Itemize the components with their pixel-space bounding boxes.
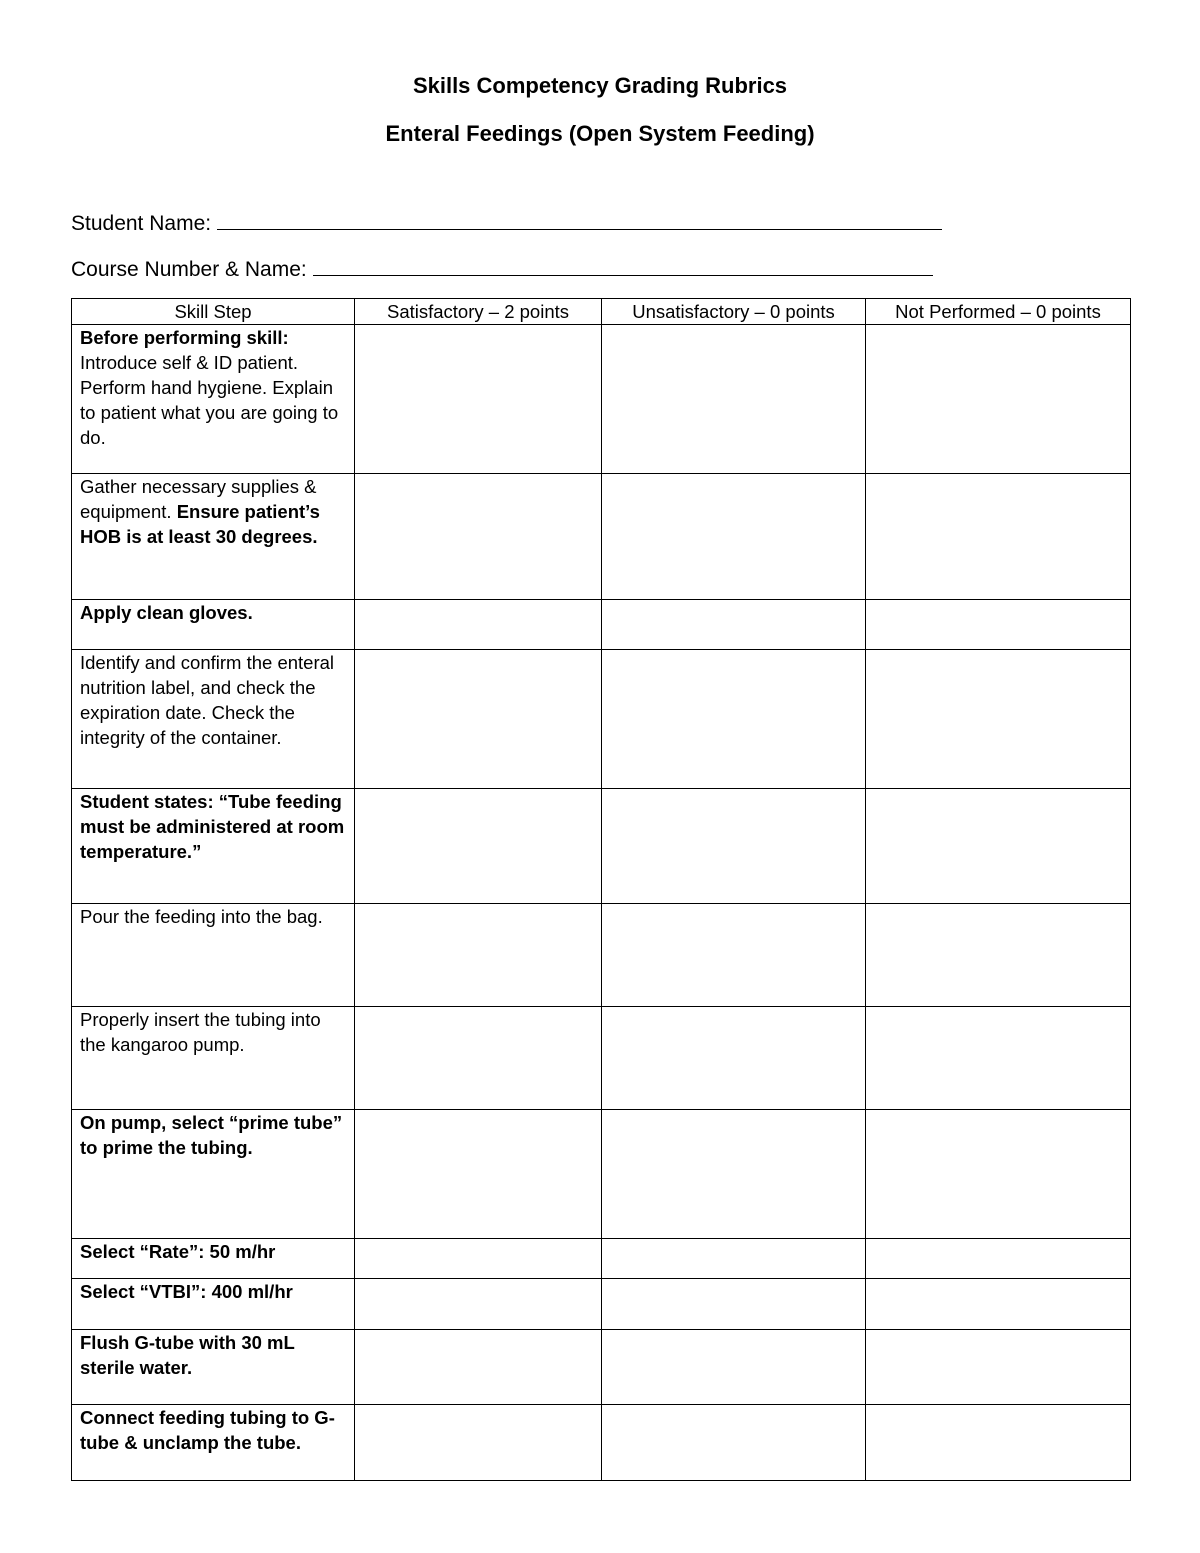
satisfactory-cell[interactable] bbox=[355, 650, 602, 789]
skill-step-bold: Ensure patient’s HOB is at least 30 degrees. bbox=[80, 501, 320, 547]
skill-step-bold: Before performing skill: bbox=[80, 327, 289, 348]
satisfactory-cell[interactable] bbox=[355, 600, 602, 650]
satisfactory-cell[interactable] bbox=[355, 1110, 602, 1239]
page-title: Skills Competency Grading Rubrics bbox=[412, 73, 788, 98]
not-performed-cell[interactable] bbox=[866, 789, 1131, 904]
not-performed-cell[interactable] bbox=[866, 650, 1131, 789]
skill-step-bold: Select “VTBI”: 400 ml/hr bbox=[80, 1281, 293, 1302]
table-header-row bbox=[72, 299, 1131, 325]
satisfactory-cell[interactable] bbox=[355, 1405, 602, 1481]
table-row bbox=[72, 1330, 1131, 1405]
skill-step-cell bbox=[72, 1239, 355, 1279]
satisfactory-cell[interactable] bbox=[355, 1007, 602, 1110]
student-name-field bbox=[71, 209, 942, 236]
student-name-label: Student Name: bbox=[71, 212, 212, 235]
table-row bbox=[72, 650, 1131, 789]
skill-step-text: Properly insert the tubing into the kangaroo pump. bbox=[80, 1009, 321, 1055]
table-row bbox=[72, 1110, 1131, 1239]
unsatisfactory-cell[interactable] bbox=[602, 1330, 866, 1405]
satisfactory-cell[interactable] bbox=[355, 904, 602, 1007]
skill-step-cell bbox=[72, 789, 355, 904]
table-row bbox=[72, 1007, 1131, 1110]
unsatisfactory-cell[interactable] bbox=[602, 789, 866, 904]
unsatisfactory-cell[interactable] bbox=[602, 600, 866, 650]
table-row bbox=[72, 1279, 1131, 1330]
skill-step-cell bbox=[72, 1405, 355, 1481]
skill-step-cell bbox=[72, 1007, 355, 1110]
skill-step-bold: Apply clean gloves. bbox=[80, 602, 253, 623]
satisfactory-cell[interactable] bbox=[355, 1330, 602, 1405]
table-row bbox=[72, 789, 1131, 904]
table-row bbox=[72, 600, 1131, 650]
not-performed-cell[interactable] bbox=[866, 1405, 1131, 1481]
skill-step-cell bbox=[72, 474, 355, 600]
skill-step-cell bbox=[72, 904, 355, 1007]
header-unsatisfactory: Unsatisfactory – 0 points bbox=[602, 299, 866, 325]
satisfactory-cell[interactable] bbox=[355, 1239, 602, 1279]
header-skill-step: Skill Step bbox=[72, 299, 355, 325]
unsatisfactory-cell[interactable] bbox=[602, 1110, 866, 1239]
unsatisfactory-cell[interactable] bbox=[602, 1405, 866, 1481]
skill-step-bold: Connect feeding tubing to G-tube & unclamp the tube. bbox=[80, 1407, 335, 1453]
header-satisfactory: Satisfactory – 2 points bbox=[355, 299, 602, 325]
not-performed-cell[interactable] bbox=[866, 904, 1131, 1007]
skill-step-bold: On pump, select “prime tube” to prime the tubing. bbox=[80, 1112, 343, 1158]
skill-step-cell bbox=[72, 650, 355, 789]
unsatisfactory-cell[interactable] bbox=[602, 1007, 866, 1110]
skill-step-cell bbox=[72, 1279, 355, 1330]
not-performed-cell[interactable] bbox=[866, 1239, 1131, 1279]
not-performed-cell[interactable] bbox=[866, 1110, 1131, 1239]
course-blank[interactable] bbox=[313, 255, 933, 276]
unsatisfactory-cell[interactable] bbox=[602, 904, 866, 1007]
unsatisfactory-cell[interactable] bbox=[602, 650, 866, 789]
satisfactory-cell[interactable] bbox=[355, 789, 602, 904]
skill-step-cell bbox=[72, 600, 355, 650]
unsatisfactory-cell[interactable] bbox=[602, 1279, 866, 1330]
student-name-blank[interactable] bbox=[217, 209, 942, 230]
table-row bbox=[72, 904, 1131, 1007]
unsatisfactory-cell[interactable] bbox=[602, 325, 866, 474]
course-label: Course Number & Name: bbox=[71, 258, 307, 281]
skill-step-cell bbox=[72, 1330, 355, 1405]
not-performed-cell[interactable] bbox=[866, 1007, 1131, 1110]
header-not-performed: Not Performed – 0 points bbox=[866, 299, 1131, 325]
not-performed-cell[interactable] bbox=[866, 325, 1131, 474]
page-subtitle: Enteral Feedings (Open System Feeding) bbox=[385, 121, 815, 146]
satisfactory-cell[interactable] bbox=[355, 325, 602, 474]
skill-step-bold: Select “Rate”: 50 m/hr bbox=[80, 1241, 276, 1262]
course-field bbox=[71, 255, 933, 282]
skill-step-text: Introduce self & ID patient. Perform hand hygiene. Explain to patient what you are going to do. bbox=[80, 352, 339, 448]
satisfactory-cell[interactable] bbox=[355, 474, 602, 600]
table-row bbox=[72, 1239, 1131, 1279]
skill-step-text: Pour the feeding into the bag. bbox=[80, 906, 323, 927]
skill-step-cell bbox=[72, 325, 355, 474]
table-row bbox=[72, 474, 1131, 600]
not-performed-cell[interactable] bbox=[866, 1330, 1131, 1405]
not-performed-cell[interactable] bbox=[866, 474, 1131, 600]
not-performed-cell[interactable] bbox=[866, 1279, 1131, 1330]
skill-step-bold: Student states: “Tube feeding must be administered at room temperature.” bbox=[80, 791, 345, 862]
table-row bbox=[72, 1405, 1131, 1481]
rubric-table bbox=[71, 298, 1131, 1481]
skill-step-text: Identify and confirm the enteral nutrition label, and check the expiration date. Check the integrity of the container. bbox=[80, 652, 335, 748]
skill-step-cell bbox=[72, 1110, 355, 1239]
table-row bbox=[72, 325, 1131, 474]
unsatisfactory-cell[interactable] bbox=[602, 474, 866, 600]
skill-step-bold: Flush G-tube with 30 mL sterile water. bbox=[80, 1332, 295, 1378]
satisfactory-cell[interactable] bbox=[355, 1279, 602, 1330]
unsatisfactory-cell[interactable] bbox=[602, 1239, 866, 1279]
not-performed-cell[interactable] bbox=[866, 600, 1131, 650]
skill-step-text: Gather necessary supplies & equipment. bbox=[80, 476, 317, 522]
